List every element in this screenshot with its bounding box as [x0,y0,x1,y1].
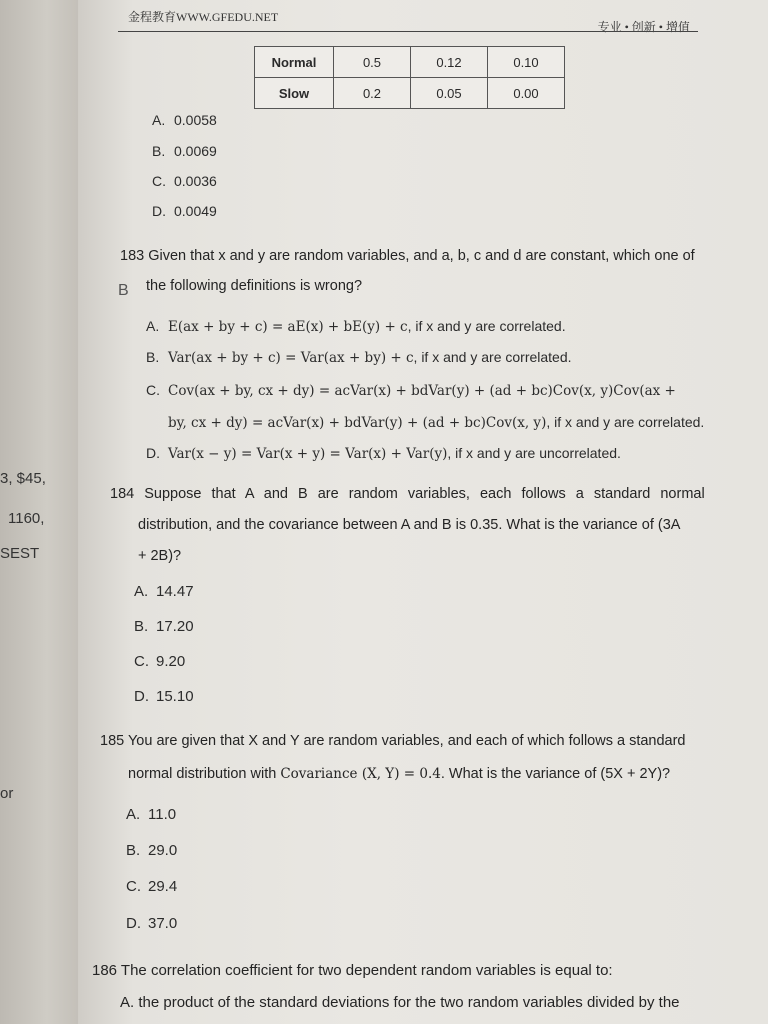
q184-stem-line2: distribution, and the covariance between A and B is 0.35. What is the variance of (3A [138,517,681,533]
q183-option-d: D. Var(x − y) = Var(x + y) = Var(x) + Var(y), if x and y are uncorrelated. [146,445,621,462]
q184-stem-line1: 184 Suppose that A and B are random variables, each follows a standard normal [110,486,705,502]
table-cell: 0.00 [488,78,565,109]
table-cell: 0.5 [334,47,411,78]
q182-option-a: A. 0.0058 [152,112,217,128]
book-page [78,0,768,1024]
q186-stem: 186 The correlation coefficient for two dependent random variables is equal to: [92,962,613,979]
previous-page-edge [0,0,78,1024]
q183-option-a: A. E(ax + by + c) = aE(x) + bE(y) + c, if x and y are correlated. [146,318,566,335]
q184-option-b: B. 17.20 [134,618,194,635]
q182-option-c: C. 0.0036 [152,173,217,189]
q185-stem-line1: 185 You are given that X and Y are random variables, and each of which follows a standard [100,733,686,749]
q185-option-b: B. 29.0 [126,842,178,859]
q184-option-a: A. 14.47 [134,583,194,600]
q186-option-a: A. the product of the standard deviations for the two random variables divided by the [120,994,680,1011]
header-rule [118,31,698,32]
q183-option-c: C. Cov(ax + by, cx + dy) = acVar(x) + bdVar(y) + (ad + bc)Cov(x, y)Cov(ax + [146,382,676,399]
prev-page-fragment: SEST [0,545,40,562]
probability-table [254,46,565,109]
q185-option-a: A. 11.0 [126,806,177,823]
table-cell: 0.10 [488,47,565,78]
table-row [255,78,565,109]
q183-option-b: B. Var(ax + by + c) = Var(ax + by) + c, if x and y are correlated. [146,349,572,366]
q184-option-d: D. 15.10 [134,688,194,705]
row-label: Normal [255,47,334,78]
table-row [255,47,565,78]
page-header-site: 金程教育WWW.GFEDU.NET [128,10,279,24]
q183-stem-line2: the following definitions is wrong? [146,278,363,294]
row-label: Slow [255,78,334,109]
q185-option-c: C. 29.4 [126,878,178,895]
pencil-annotation: B [118,282,129,299]
prev-page-fragment: 3, $45, [0,470,46,487]
q185-option-d: D. 37.0 [126,915,178,932]
prev-page-fragment: 1160, [8,510,45,527]
q182-option-d: D. 0.0049 [152,203,217,219]
q183-option-c-continued: by, cx + dy) = acVar(x) + bdVar(y) + (ad + bc)Cov(x, y), if x and y are correlated. [168,414,705,431]
table-cell: 0.12 [411,47,488,78]
prev-page-fragment: or [0,785,14,802]
q184-option-c: C. 9.20 [134,653,186,670]
page-header-slogan: 专业 • 创新 • 增值 [597,20,690,34]
q185-stem-line2: normal distribution with Covariance (X, Y) = 0.4. What is the variance of (5X + 2Y)? [128,766,671,782]
table-cell: 0.2 [334,78,411,109]
q183-stem-line1: 183 Given that x and y are random variables, and a, b, c and d are constant, which one of [120,248,695,264]
q184-stem-line3: + 2B)? [138,548,182,564]
q182-option-b: B. 0.0069 [152,143,217,159]
table-cell: 0.05 [411,78,488,109]
